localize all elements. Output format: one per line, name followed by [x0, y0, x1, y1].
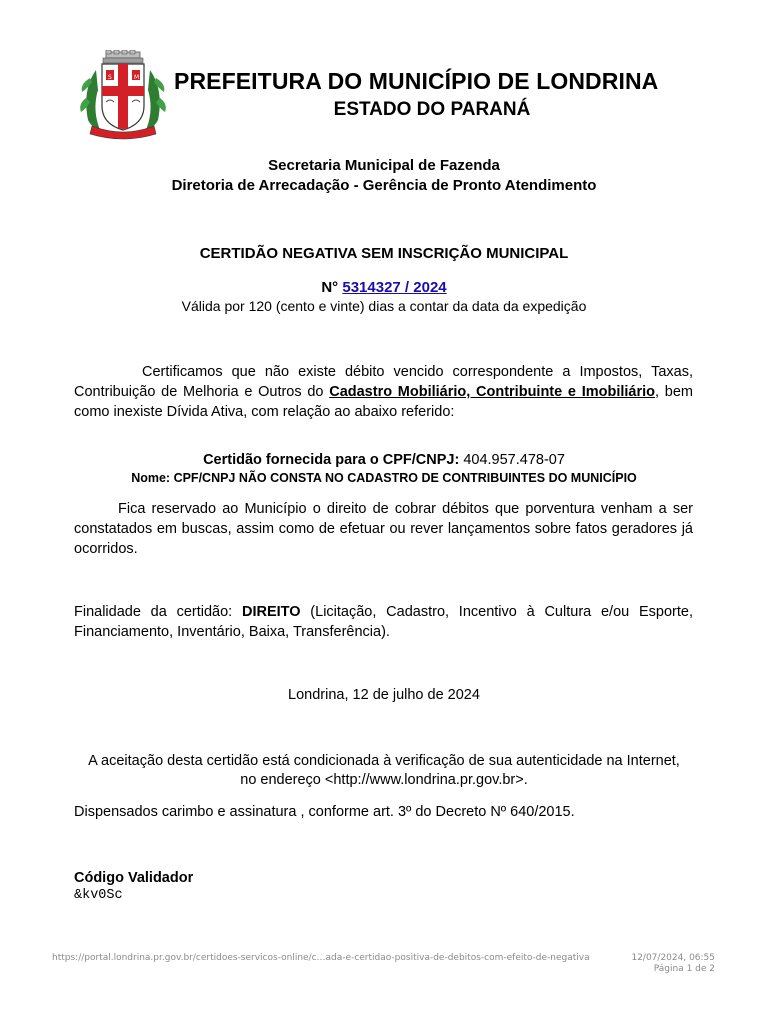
reservation-paragraph	[74, 499, 693, 559]
certificate-number-line	[0, 279, 768, 296]
footer-datetime: 12/07/2024, 06:55	[631, 953, 715, 963]
footer-page-number: Página 1 de 2	[653, 964, 715, 974]
footer-url: https://portal.londrina.pr.gov.br/certidoes-servicos-online/c…ada-e-certidao-positiva-de-debitos-com-efeito-de-negativa	[52, 953, 590, 963]
validator-code: &kv0Sc	[74, 888, 123, 903]
municipal-crest-logo	[78, 50, 168, 142]
svg-text:S: S	[108, 74, 112, 81]
dispensation-text: Dispensados carimbo e assinatura , conforme art. 3º do Decreto Nº 640/2015.	[74, 804, 575, 820]
certification-paragraph	[74, 362, 693, 422]
paragraph1-after: , bem como inexiste Dívida Ativa, com relação ao abaixo referido:	[74, 384, 693, 420]
purpose-label: Finalidade da certidão:	[74, 604, 242, 620]
purpose-details: (Licitação, Cadastro, Incentivo à Cultura e/ou Esporte, Financiamento, Inventário, Baixa, Transferência).	[74, 604, 693, 640]
certificate-number-prefix: N°	[321, 279, 339, 296]
cpf-label: Certidão fornecida para o CPF/CNPJ:	[203, 452, 460, 468]
issue-date: Londrina, 12 de julho de 2024	[288, 687, 480, 703]
cpf-line	[0, 452, 768, 468]
acceptance-line-1: A aceitação desta certidão está condicionada à verificação de sua autenticidade na Internet,	[88, 753, 680, 769]
certificate-title: CERTIDÃO NEGATIVA SEM INSCRIÇÃO MUNICIPAL	[199, 245, 569, 262]
svg-text:M: M	[134, 74, 140, 81]
registry-emphasis: Cadastro Mobiliário, Contribuinte e Imobiliário	[329, 384, 656, 400]
purpose-value: DIREITO	[241, 604, 301, 620]
certificate-number-link[interactable]: 5314327 / 2024	[342, 279, 447, 296]
holder-name-line: Nome: CPF/CNPJ NÃO CONSTA NO CADASTRO DE CONTRIBUINTES DO MUNICÍPIO	[131, 471, 637, 485]
validator-label: Código Validador	[74, 870, 194, 886]
validity-text: Válida por 120 (cento e vinte) dias a contar da data da expedição	[181, 298, 587, 314]
municipality-title: PREFEITURA DO MUNICÍPIO DE LONDRINA	[174, 68, 659, 94]
paragraph1-before: Certificamos que não existe débito vencido correspondente a Impostos, Taxas, Contribuição de Melhoria e Outros do	[74, 364, 693, 400]
department-name: Secretaria Municipal de Fazenda	[268, 157, 500, 174]
division-name: Diretoria de Arrecadação - Gerência de Pronto Atendimento	[171, 177, 597, 194]
state-subtitle: ESTADO DO PARANÁ	[333, 99, 531, 120]
purpose-paragraph	[74, 602, 693, 642]
acceptance-line-2: no endereço <http://www.londrina.pr.gov.br>.	[240, 772, 528, 788]
paragraph2-text: Fica reservado ao Município o direito de cobrar débitos que porventura venham a ser constatados em buscas, assim como de efetuar ou rever lançamentos sobre fatos geradores já ocorridos.	[74, 501, 693, 557]
cpf-value: 404.957.478-07	[463, 452, 565, 468]
